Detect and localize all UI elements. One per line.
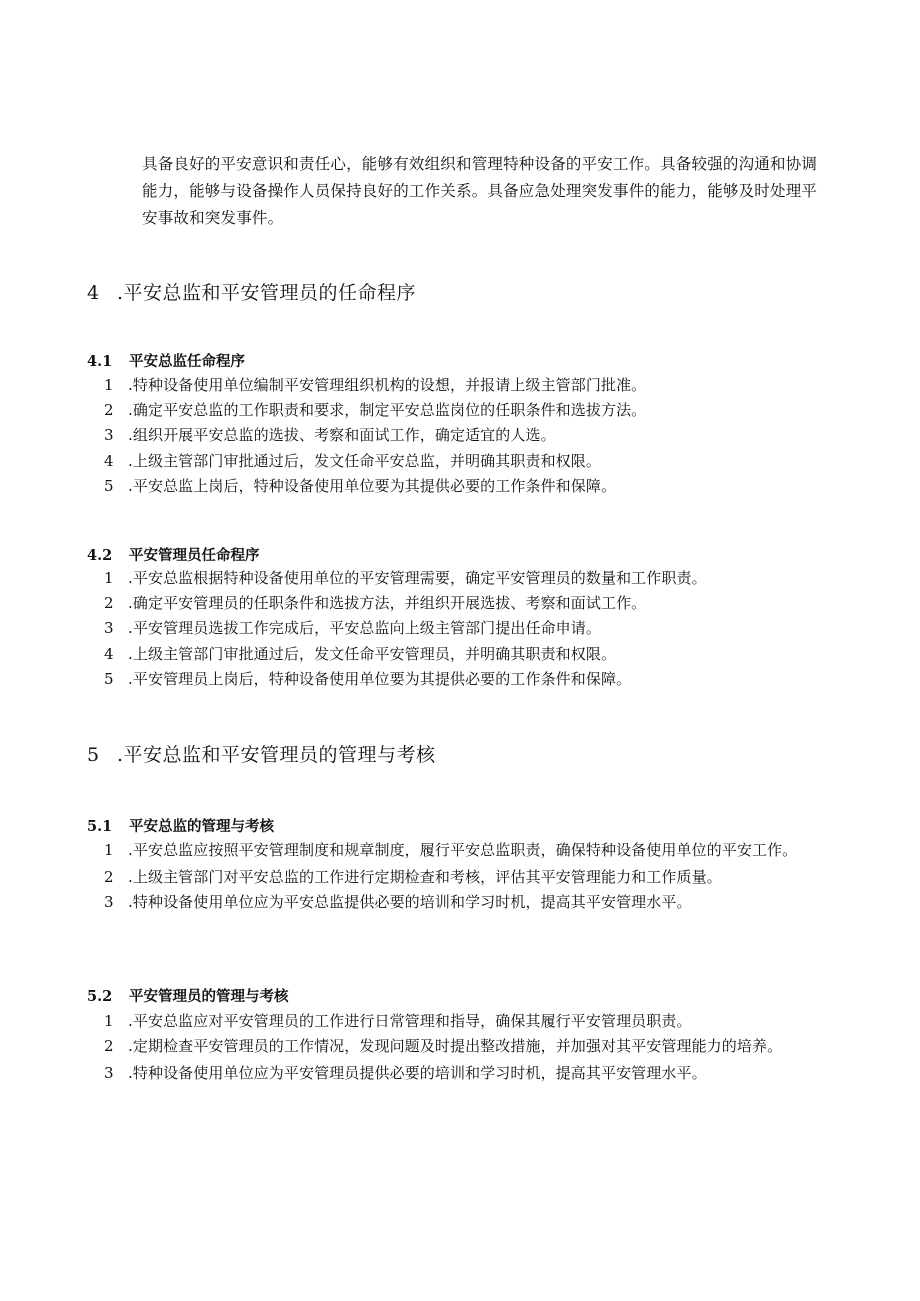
list-item: 2 .确定平安总监的工作职责和要求，制定平安总监岗位的任职条件和选拔方法。 <box>104 401 647 420</box>
section-5-heading <box>87 740 436 767</box>
section-4-number: 4 <box>87 282 100 304</box>
list-item: 1 .平安总监应对平安管理员的工作进行日常管理和指导，确保其履行平安管理员职责。 <box>104 1012 692 1030</box>
list-item: 3 .特种设备使用单位应为平安总监提供必要的培训和学习时机，提高其平安管理水平。 <box>104 893 692 912</box>
list-item: 3 .特种设备使用单位应为平安管理员提供必要的培训和学习时机，提高其平安管理水平。 <box>104 1064 707 1083</box>
section-4-2-heading <box>87 544 260 565</box>
list-item: 4 .上级主管部门审批通过后，发文任命平安管理员，并明确其职责和权限。 <box>104 644 617 663</box>
list-item: 5 .平安总监上岗后，特种设备使用单位要为其提供必要的工作条件和保障。 <box>104 476 617 495</box>
section-5-title: .平安总监和平安管理员的管理与考核 <box>117 744 436 766</box>
list-item: 1 .平安总监根据特种设备使用单位的平安管理需要，确定平安管理员的数量和工作职责。 <box>104 569 707 587</box>
list-item: 5 .平安管理员上岗后，特种设备使用单位要为其提供必要的工作条件和保障。 <box>104 669 632 688</box>
section-5-2-number: 5.2 <box>87 988 113 1005</box>
section-5-1-number: 5.1 <box>87 818 113 835</box>
list-item: 3 .组织开展平安总监的选拔、考察和面试工作，确定适宜的人选。 <box>104 426 556 445</box>
list-item: 1 .平安总监应按照平安管理制度和规章制度，履行平安总监职责，确保特种设备使用单位的平安工作。 <box>104 841 798 859</box>
section-4-1-title: 平安总监任命程序 <box>129 353 245 370</box>
section-5-1-list <box>104 838 834 915</box>
section-5-1-heading <box>87 815 274 836</box>
list-item: 2 .确定平安管理员的任职条件和选拔方法，并组织开展选拔、考察和面试工作。 <box>104 594 647 613</box>
section-5-2-heading <box>87 985 289 1006</box>
section-4-title: .平安总监和平安管理员的任命程序 <box>117 282 417 304</box>
section-5-1-title: 平安总监的管理与考核 <box>129 818 274 835</box>
section-4-1-list <box>104 373 834 499</box>
section-5-number: 5 <box>87 744 100 766</box>
section-4-heading <box>87 278 416 305</box>
section-4-1-number: 4.1 <box>87 353 113 370</box>
list-item: 2 .上级主管部门对平安总监的工作进行定期检查和考核，评估其平安管理能力和工作质量。 <box>104 868 722 886</box>
section-4-2-number: 4.2 <box>87 547 113 564</box>
section-4-2-list <box>104 566 834 692</box>
list-item: 1 .特种设备使用单位编制平安管理组织机构的设想，并报请上级主管部门批准。 <box>104 376 647 394</box>
intro-paragraph: 具备良好的平安意识和责任心，能够有效组织和管理特种设备的平安工作。具备较强的沟通和协调能力，能够与设备操作人员保持良好的工作关系。具备应急处理突发事件的能力，能够及时处理平安事故和突发事件。 <box>142 155 818 227</box>
list-item: 2 .定期检查平安管理员的工作情况，发现问题及时提出整改措施，并加强对其平安管理能力的培养。 <box>104 1037 783 1056</box>
section-4-2-title: 平安管理员任命程序 <box>129 547 260 564</box>
section-5-2-list <box>104 1009 834 1086</box>
section-4-1-heading <box>87 350 245 371</box>
list-item: 3 .平安管理员选拔工作完成后，平安总监向上级主管部门提出任命申请。 <box>104 619 601 638</box>
section-5-2-title: 平安管理员的管理与考核 <box>129 988 289 1005</box>
list-item: 4 .上级主管部门审批通过后，发文任命平安总监，并明确其职责和权限。 <box>104 451 601 470</box>
